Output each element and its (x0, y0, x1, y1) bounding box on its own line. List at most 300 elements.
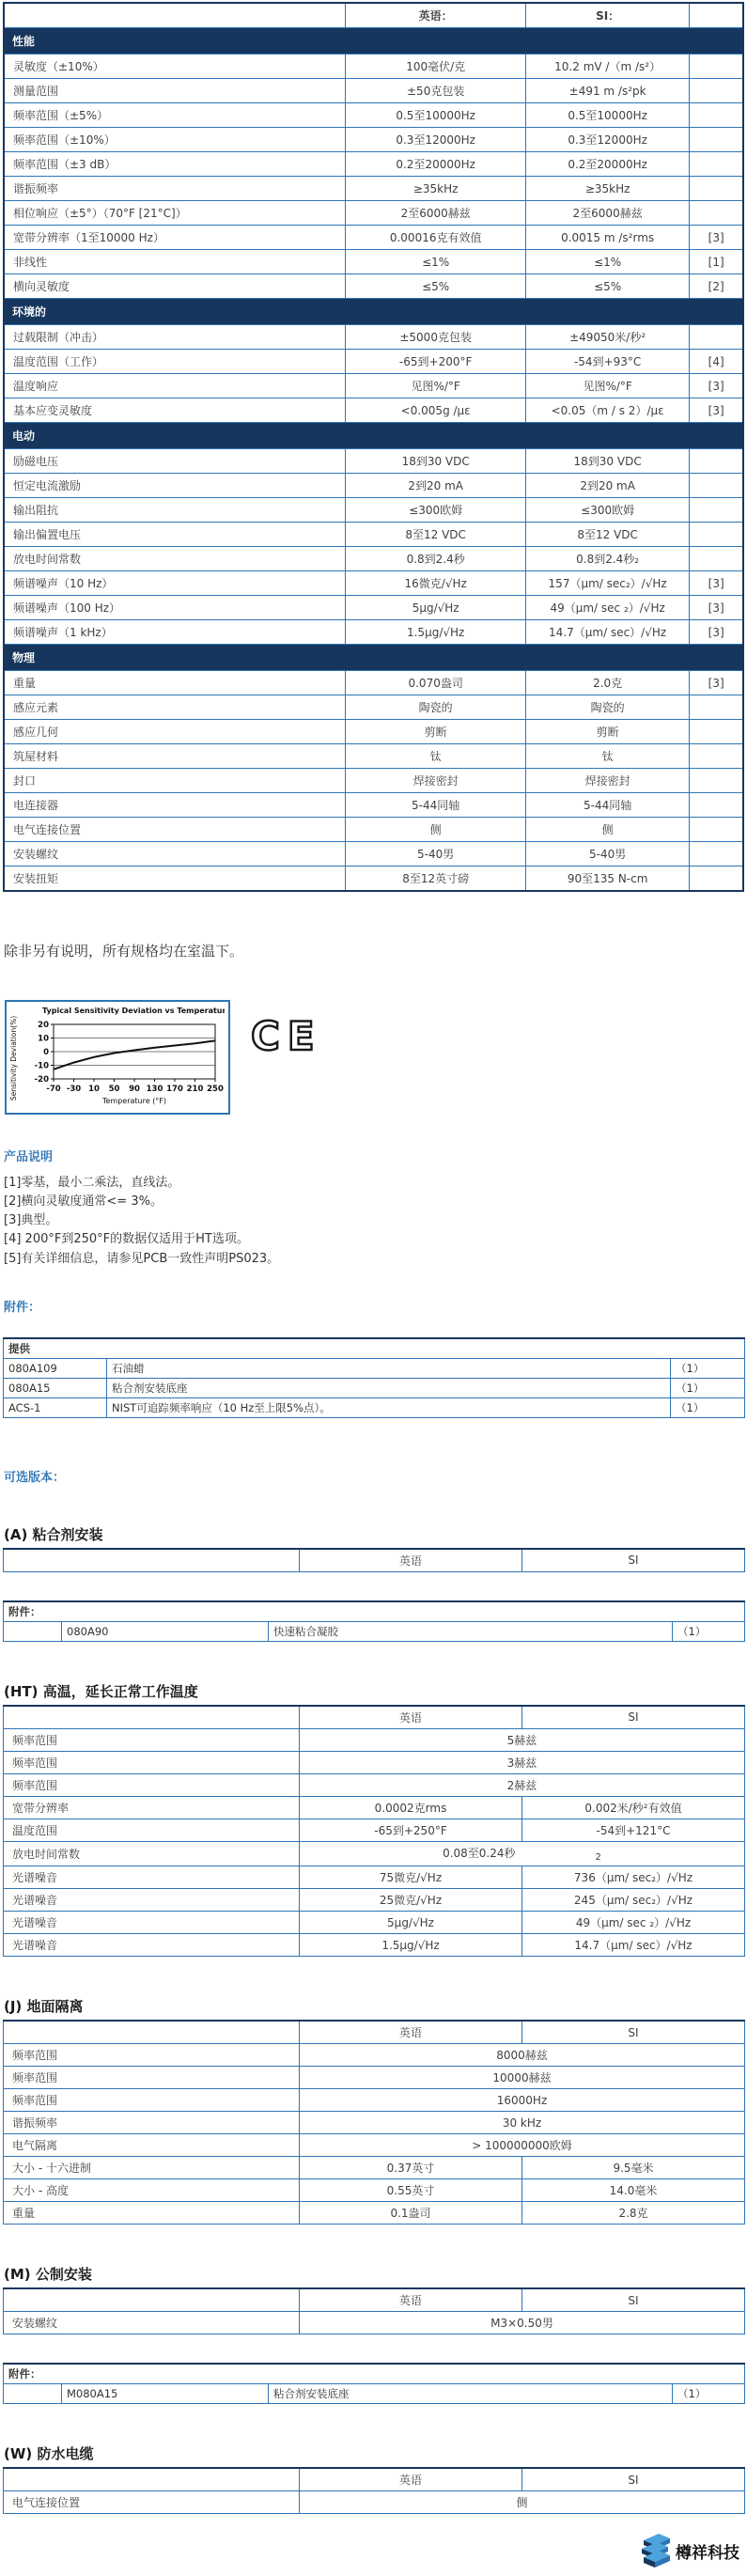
spec-label: 谐振频率 (4, 177, 346, 201)
spec-value-si: 90至135 N-cm (525, 866, 689, 892)
spec-label: 安装螺纹 (4, 842, 346, 866)
spec-label: 频谱噪声（100 Hz） (4, 596, 346, 620)
option-row (4, 2491, 745, 2514)
option-span-value: 2赫兹 (300, 1773, 745, 1796)
spec-value-english: 0.8到2.4秒 (346, 547, 525, 571)
option-row (4, 1728, 745, 1751)
x-tick-label: 130 (146, 1085, 163, 1094)
units-header-notes-empty (690, 3, 743, 28)
spec-row (4, 474, 743, 498)
option-A (0, 1524, 747, 1642)
option-span-value: 8000赫兹 (300, 2044, 745, 2067)
option-header-si: SI (522, 1706, 745, 1729)
option-label: 频率范围 (4, 2067, 300, 2089)
spec-row (4, 274, 743, 299)
option-title: (W) 防水电缆 (4, 2445, 94, 2463)
accessory-description: 粘合剂安装底座 (107, 1378, 671, 1397)
option-label: 光谱噪音 (4, 1866, 300, 1889)
option-value-english: 0.55英寸 (300, 2179, 522, 2202)
option-value-si: -54到+121°C (522, 1819, 745, 1841)
chart-row (5, 1000, 747, 1115)
option-row (4, 1796, 745, 1819)
option-span-value: 16000Hz (300, 2089, 745, 2112)
option-label: 频率范围 (4, 2089, 300, 2112)
option-title: (M) 公制安装 (4, 2266, 92, 2284)
optional-versions-heading: 可选版本： (4, 1470, 66, 1485)
spec-value-si: -54到+93°C (525, 350, 689, 374)
spec-row (4, 325, 743, 350)
option-header-empty (4, 1549, 300, 1572)
accessory-quantity: （1） (671, 1358, 745, 1378)
option-table-M (3, 2287, 745, 2334)
option-table-A (3, 1548, 745, 1572)
section-band-title: 物理 (4, 645, 743, 671)
spec-value-english: 16微克/√Hz (346, 571, 525, 596)
y-tick-label: -10 (34, 1061, 49, 1071)
spec-row (4, 769, 743, 793)
spec-row (4, 571, 743, 596)
option-header-english: 英语 (300, 2468, 522, 2491)
spec-label: 重量 (4, 671, 346, 695)
option-span-value: 侧 (300, 2491, 745, 2514)
option-accessory-row (4, 1621, 745, 1641)
option-accessory-empty (4, 1621, 62, 1641)
spec-value-english: 侧 (346, 818, 525, 842)
option-accessories-table-M (3, 2363, 745, 2404)
option-row (4, 1841, 745, 1866)
spec-value-si: 陶瓷的 (525, 695, 689, 720)
spec-value-english: ≤1% (346, 250, 525, 274)
option-value-si: 2.8克 (522, 2202, 745, 2225)
spec-row (4, 449, 743, 474)
logo-text: 樽祥科技 (676, 2543, 739, 2563)
spec-label: 恒定电流激励 (4, 474, 346, 498)
spec-row (4, 695, 743, 720)
spec-value-si: 5-44同轴 (525, 793, 689, 818)
accessory-part-number: M080A15 (62, 2384, 269, 2404)
option-header-si: SI (522, 1549, 745, 1572)
spec-note: [3] (690, 374, 743, 398)
spec-label: 基本应变灵敏度 (4, 398, 346, 423)
product-note-item: [2]横向灵敏度通常<= 3%。 (4, 1194, 163, 1210)
accessory-quantity: （1） (671, 1378, 745, 1397)
spec-value-english: 0.2至20000Hz (346, 152, 525, 177)
option-label: 大小 - 十六进制 (4, 2157, 300, 2179)
spec-value-si: ±49050米/秒² (525, 325, 689, 350)
x-tick-label: 250 (207, 1085, 224, 1094)
spec-value-si: 侧 (525, 818, 689, 842)
spec-row (4, 818, 743, 842)
option-label: 温度范围 (4, 1819, 300, 1841)
units-header-si: SI： (525, 3, 689, 28)
option-row (4, 2202, 745, 2225)
x-tick-label: 50 (108, 1085, 120, 1094)
option-row (4, 2112, 745, 2134)
spec-value-si: ≤1% (525, 250, 689, 274)
x-tick-label: 170 (166, 1085, 183, 1094)
spec-value-si: 2到20 mA (525, 474, 689, 498)
spec-value-si: 0.3至12000Hz (525, 128, 689, 152)
product-note-item: [5]有关详细信息，请参见PCB一致性声明PS023。 (4, 1251, 280, 1266)
spec-value-english: 剪断 (346, 720, 525, 744)
spec-value-si: <0.05（m / s 2）/με (525, 398, 689, 423)
spec-label: 温度范围（工作） (4, 350, 346, 374)
spec-value-si: 见图%/°F (525, 374, 689, 398)
spec-sheet-page (0, 2, 747, 2570)
spec-value-english: 8至12英寸磅 (346, 866, 525, 892)
supplied-row (4, 1358, 745, 1378)
option-row (4, 2044, 745, 2067)
spec-note (690, 695, 743, 720)
spec-row (4, 226, 743, 250)
spec-row (4, 55, 743, 79)
chart-title: Typical Sensitivity Deviation vs Temperature (42, 1007, 225, 1015)
spec-value-english: 0.5至10000Hz (346, 103, 525, 128)
spec-row (4, 177, 743, 201)
accessory-part-number: ACS-1 (4, 1397, 107, 1417)
spec-row (4, 866, 743, 892)
room-temperature-note: 除非另有说明，所有规格均在室温下。 (4, 943, 244, 960)
accessory-quantity: （1） (673, 2384, 745, 2404)
spec-value-english: 陶瓷的 (346, 695, 525, 720)
option-label: 频率范围 (4, 2044, 300, 2067)
option-value-english: 0.1盎司 (300, 2202, 522, 2225)
option-header-row (4, 1549, 745, 1572)
spec-row (4, 523, 743, 547)
spec-row (4, 398, 743, 423)
spec-note (690, 128, 743, 152)
accessory-part-number: 080A90 (62, 1621, 269, 1641)
spec-value-si: ≤300欧姆 (525, 498, 689, 523)
spec-note (690, 720, 743, 744)
spec-note (690, 325, 743, 350)
supplied-table-body (4, 1338, 745, 1418)
supplied-accessories-table (3, 1337, 745, 1418)
option-header-english: 英语 (300, 2288, 522, 2312)
option-header-empty (4, 2021, 300, 2044)
spec-label: 灵敏度（±10%） (4, 55, 346, 79)
spec-value-english: 0.00016克有效值 (346, 226, 525, 250)
spec-row (4, 596, 743, 620)
spec-row (4, 744, 743, 769)
spec-label: 封口 (4, 769, 346, 793)
accessories-heading: 附件： (4, 1300, 41, 1315)
sensitivity-chart-svg (7, 1002, 225, 1109)
option-row (4, 1912, 745, 1934)
option-value-si: 0.002米/秒²有效值 (522, 1796, 745, 1819)
option-value-english: -65到+250°F (300, 1819, 522, 1841)
option-accessories-heading: 附件： (4, 1601, 745, 1622)
option-header-english: 英语 (300, 1706, 522, 1729)
y-tick-label: 20 (38, 1021, 49, 1030)
option-header-si: SI (522, 2468, 745, 2491)
option-span-value: 10000赫兹 (300, 2067, 745, 2089)
option-label: 放电时间常数 (4, 1841, 300, 1866)
product-note-item: [4] 200°F到250°F的数据仅适用于HT选项。 (4, 1232, 249, 1247)
option-accessories-title-row (4, 2364, 745, 2384)
option-span-value: 30 kHz (300, 2112, 745, 2134)
option-value-english: 0.0002克rms (300, 1796, 522, 1819)
spec-label: 频率范围（±10%） (4, 128, 346, 152)
spec-label: 频率范围（±3 dB） (4, 152, 346, 177)
option-M (0, 2264, 747, 2404)
spec-note (690, 793, 743, 818)
spec-note: [4] (690, 350, 743, 374)
spec-note: [3] (690, 571, 743, 596)
option-label: 光谱噪音 (4, 1934, 300, 1957)
option-label: 重量 (4, 2202, 300, 2225)
option-J (0, 1996, 747, 2225)
option-row (4, 2157, 745, 2179)
spec-value-english: 见图%/°F (346, 374, 525, 398)
option-label: 谐振频率 (4, 2112, 300, 2134)
stacked-books-logo-icon (636, 2531, 674, 2570)
spec-value-english: 5-40男 (346, 842, 525, 866)
spec-value-si: 157（μm/ sec₂）/√Hz (525, 571, 689, 596)
option-header-si: SI (522, 2288, 745, 2312)
spec-value-english: ±5000克包装 (346, 325, 525, 350)
accessory-quantity: （1） (671, 1397, 745, 1417)
spec-value-si: ≤5% (525, 274, 689, 299)
spec-value-english: 5-44同轴 (346, 793, 525, 818)
spec-value-si: ≥35kHz (525, 177, 689, 201)
option-value-si: 14.7（μm/ sec）/√Hz (522, 1934, 745, 1957)
spec-note (690, 79, 743, 103)
options-container (0, 1524, 747, 2514)
spec-value-english: -65到+200°F (346, 350, 525, 374)
spec-row (4, 547, 743, 571)
option-value-english: 1.5μg/√Hz (300, 1934, 522, 1957)
option-row (4, 1866, 745, 1889)
spec-value-si: 10.2 mV /（m /s²） (525, 55, 689, 79)
footer-logo (0, 2531, 739, 2570)
units-header-english: 英语： (346, 3, 525, 28)
option-title: (J) 地面隔离 (4, 1998, 84, 2016)
spec-note (690, 547, 743, 571)
spec-note: [3] (690, 398, 743, 423)
accessory-description: 快速粘合凝胶 (269, 1621, 673, 1641)
spec-label: 输出偏置电压 (4, 523, 346, 547)
option-accessory-empty (4, 2384, 62, 2404)
x-tick-label: -70 (46, 1085, 61, 1094)
spec-row (4, 350, 743, 374)
spec-label: 放电时间常数 (4, 547, 346, 571)
option-header-si: SI (522, 2021, 745, 2044)
spec-value-english: 1.5μg/√Hz (346, 620, 525, 645)
spec-note (690, 842, 743, 866)
spec-label: 相位响应（±5°）（70°F [21°C]） (4, 201, 346, 226)
option-row (4, 1773, 745, 1796)
option-row (4, 2134, 745, 2157)
section-band-row (4, 28, 743, 55)
spec-note: [3] (690, 596, 743, 620)
option-label: 大小 - 高度 (4, 2179, 300, 2202)
spec-note (690, 523, 743, 547)
spec-value-english: 0.3至12000Hz (346, 128, 525, 152)
spec-label: 感应几何 (4, 720, 346, 744)
option-value-si: 49（μm/ sec ₂）/√Hz (522, 1912, 745, 1934)
sensitivity-chart (5, 1000, 230, 1115)
spec-value-english: 2到20 mA (346, 474, 525, 498)
x-tick-label: -30 (66, 1085, 82, 1094)
spec-value-si: 焊接密封 (525, 769, 689, 793)
spec-row (4, 793, 743, 818)
spec-label: 安装扭矩 (4, 866, 346, 892)
option-header-english: 英语 (300, 1549, 522, 1572)
option-row (4, 1751, 745, 1773)
product-notes-list (0, 1174, 747, 1269)
spec-label: 频谱噪声（1 kHz） (4, 620, 346, 645)
supplied-row (4, 1397, 745, 1417)
option-value-english: 75微克/√Hz (300, 1866, 522, 1889)
spec-label: 宽带分辨率（1至10000 Hz） (4, 226, 346, 250)
option-row (4, 1819, 745, 1841)
supplied-title-row (4, 1338, 745, 1359)
spec-note: [2] (690, 274, 743, 299)
spec-value-si: 0.0015 m /s²rms (525, 226, 689, 250)
spec-note (690, 152, 743, 177)
spec-note (690, 744, 743, 769)
spec-label: 温度响应 (4, 374, 346, 398)
section-band-title: 电动 (4, 423, 743, 449)
x-tick-label: 10 (88, 1085, 100, 1094)
spec-label: 电连接器 (4, 793, 346, 818)
spec-value-english: 5μg/√Hz (346, 596, 525, 620)
section-band-row (4, 299, 743, 325)
spec-row (4, 128, 743, 152)
spec-value-si: 0.2至20000Hz (525, 152, 689, 177)
option-span-value: 3赫兹 (300, 1751, 745, 1773)
option-header-row (4, 2468, 745, 2491)
option-table-W (3, 2467, 745, 2514)
option-label: 电气隔离 (4, 2134, 300, 2157)
option-label: 电气连接位置 (4, 2491, 300, 2514)
product-note-item: [3]典型。 (4, 1213, 58, 1228)
spec-note (690, 498, 743, 523)
spec-row (4, 201, 743, 226)
option-label: 频率范围 (4, 1751, 300, 1773)
option-table-J (3, 2020, 745, 2225)
option-row (4, 1889, 745, 1912)
option-accessories-heading: 附件： (4, 2364, 745, 2384)
spec-value-si: 0.8到2.4秒₂ (525, 547, 689, 571)
main-spec-table (3, 2, 744, 892)
spec-value-english: ±50克包装 (346, 79, 525, 103)
product-note-item: [1]零基，最小二乘法，直线法。 (4, 1176, 180, 1190)
option-title: (A) 粘合剂安装 (4, 1525, 103, 1543)
spec-label: 频率范围（±5%） (4, 103, 346, 128)
spec-value-si: ±491 m /s²pk (525, 79, 689, 103)
spec-value-english: 钛 (346, 744, 525, 769)
option-row (4, 1934, 745, 1957)
spec-value-si: 14.7（μm/ sec）/√Hz (525, 620, 689, 645)
option-row (4, 2089, 745, 2112)
product-notes-heading: 产品说明 (4, 1150, 54, 1164)
spec-note (690, 177, 743, 201)
option-row (4, 2067, 745, 2089)
spec-label: 频谱噪声（10 Hz） (4, 571, 346, 596)
spec-note (690, 818, 743, 842)
spec-label: 横向灵敏度 (4, 274, 346, 299)
option-value-si: 245（μm/ sec₂）/√Hz (522, 1889, 745, 1912)
spec-value-english: ≤300欧姆 (346, 498, 525, 523)
spec-label: 测量范围 (4, 79, 346, 103)
spec-label: 非线性 (4, 250, 346, 274)
spec-value-english: 8至12 VDC (346, 523, 525, 547)
spec-value-english: 焊接密封 (346, 769, 525, 793)
option-value-english: 5μg/√Hz (300, 1912, 522, 1934)
spec-note (690, 769, 743, 793)
spec-row (4, 374, 743, 398)
spec-label: 电气连接位置 (4, 818, 346, 842)
spec-note (690, 449, 743, 474)
spec-value-english: <0.005g /με (346, 398, 525, 423)
option-header-english: 英语 (300, 2021, 522, 2044)
option-span-value: 0.08至0.24秒 $_2$ (300, 1841, 745, 1866)
option-header-empty (4, 2468, 300, 2491)
y-tick-label: 0 (43, 1048, 49, 1057)
option-table-HT (3, 1705, 745, 1957)
spec-note: [3] (690, 671, 743, 695)
spec-note (690, 866, 743, 892)
option-value-si: 14.0毫米 (522, 2179, 745, 2202)
spec-value-english: ≤5% (346, 274, 525, 299)
option-value-english: 25微克/√Hz (300, 1889, 522, 1912)
spec-value-si: 钛 (525, 744, 689, 769)
units-header-empty (4, 3, 346, 28)
subscript-note: 2 (595, 1852, 601, 1864)
option-header-row (4, 1706, 745, 1729)
section-band-title: 性能 (4, 28, 743, 55)
option-label: 安装螺纹 (4, 2312, 300, 2334)
supplied-row (4, 1378, 745, 1397)
option-accessories-title-row (4, 1601, 745, 1622)
option-value-si: 736（μm/ sec₂）/√Hz (522, 1866, 745, 1889)
option-label: 频率范围 (4, 1728, 300, 1751)
spec-label: 筑屋材料 (4, 744, 346, 769)
spec-note (690, 474, 743, 498)
spec-row (4, 79, 743, 103)
spec-value-english: 100毫伏/克 (346, 55, 525, 79)
ce-mark: CE (251, 1013, 322, 1059)
section-band-row (4, 645, 743, 671)
spec-row (4, 103, 743, 128)
spec-note (690, 201, 743, 226)
spec-row (4, 620, 743, 645)
spec-note (690, 55, 743, 79)
option-value-si: 9.5毫米 (522, 2157, 745, 2179)
spec-value-english: 0.070盎司 (346, 671, 525, 695)
chart-ylabel: Sensitivity Deviation(%) (9, 1015, 18, 1101)
spec-row (4, 498, 743, 523)
option-row (4, 2312, 745, 2334)
spec-row (4, 152, 743, 177)
option-row (4, 2179, 745, 2202)
chart-xlabel: Temperature (°F) (101, 1097, 167, 1105)
spec-note: [3] (690, 226, 743, 250)
option-accessory-row (4, 2384, 745, 2404)
spec-value-si: 0.5至10000Hz (525, 103, 689, 128)
option-span-value: 5赫兹 (300, 1728, 745, 1751)
option-value-english: 0.37英寸 (300, 2157, 522, 2179)
accessory-description: 石油蜡 (107, 1358, 671, 1378)
y-tick-label: -20 (34, 1075, 49, 1085)
x-tick-label: 210 (186, 1085, 204, 1094)
spec-value-english: ≥35kHz (346, 177, 525, 201)
option-label: 宽带分辨率 (4, 1796, 300, 1819)
supplied-title: 提供 (4, 1338, 745, 1359)
spec-label: 感应元素 (4, 695, 346, 720)
